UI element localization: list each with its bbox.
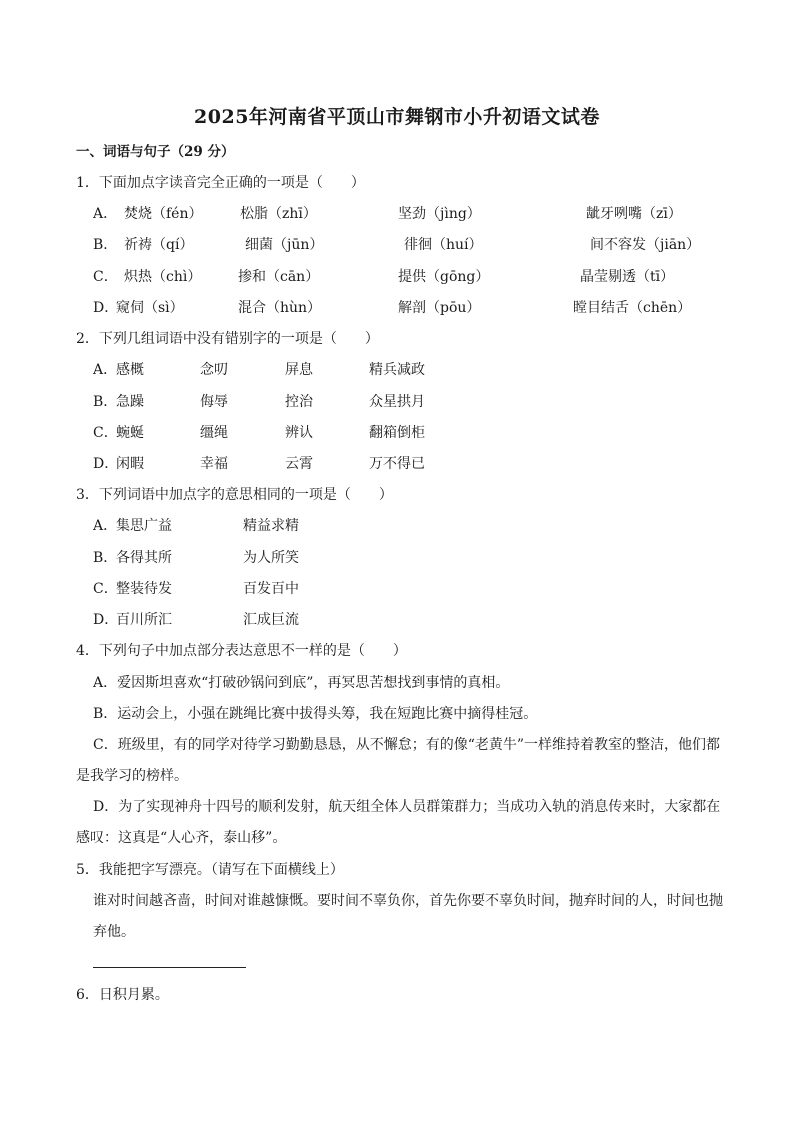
answer-blank-line bbox=[93, 967, 246, 968]
option-item: 间不容发（jiān） bbox=[590, 237, 701, 253]
option-label: A． bbox=[93, 206, 118, 222]
option-item: 云霄 bbox=[285, 456, 313, 472]
option-label: D． bbox=[93, 456, 119, 472]
option-item: 焚烧（fén） bbox=[124, 206, 203, 222]
option-item: 松脂（zhī） bbox=[240, 206, 317, 222]
question-5-passage-line1: 谁对时间越吝啬，时间对谁越慷慨。要时间不辜负你，首先你要不辜负时间，抛弃时间的人，时间也抛 bbox=[93, 893, 723, 909]
option-item: 汇成巨流 bbox=[243, 612, 299, 628]
exam-title: 2025年河南省平顶山市舞钢市小升初语文试卷 bbox=[194, 106, 600, 128]
option-item: 念叨 bbox=[200, 362, 228, 378]
option-item: 精兵减政 bbox=[369, 362, 425, 378]
section-heading: 一、词语与句子（29 分） bbox=[76, 144, 235, 160]
option-item: 缰绳 bbox=[200, 425, 228, 441]
option-item: 龇牙咧嘴（zī） bbox=[586, 206, 682, 222]
option-label: C． bbox=[93, 269, 118, 285]
option-item: 急躁 bbox=[116, 394, 144, 410]
option-item: 晶莹剔透（tī） bbox=[580, 269, 675, 285]
option-item: 整装待发 bbox=[116, 581, 172, 597]
option-label: C． bbox=[93, 581, 118, 597]
question-4-option-d-line1: D．为了实现神舟十四号的顺利发射，航天组全体人员群策群力；当成功入轨的消息传来时，大家都在 bbox=[93, 799, 721, 815]
question-4-option-a: A．爱因斯坦喜欢“打破砂锅问到底”，再冥思苦想找到事情的真相。 bbox=[93, 675, 510, 691]
option-item: 祈祷（qí） bbox=[124, 237, 194, 253]
option-item: 解剖（pōu） bbox=[398, 300, 481, 316]
option-item: 感概 bbox=[116, 362, 144, 378]
option-item: 炽热（chì） bbox=[124, 269, 202, 285]
option-item: 幸福 bbox=[200, 456, 228, 472]
option-item: 辨认 bbox=[285, 425, 313, 441]
option-label: A． bbox=[93, 518, 118, 534]
option-label: D． bbox=[93, 300, 119, 316]
option-item: 控治 bbox=[285, 394, 313, 410]
option-item: 掺和（cān） bbox=[238, 269, 320, 285]
option-item: 集思广益 bbox=[116, 518, 172, 534]
question-3-stem: 3．下列词语中加点字的意思相同的一项是（ ） bbox=[76, 487, 393, 503]
question-2-stem: 2．下列几组词语中没有错别字的一项是（ ） bbox=[76, 331, 379, 347]
option-item: 百发百中 bbox=[243, 581, 299, 597]
option-label: B． bbox=[93, 550, 118, 566]
question-4-option-d-line2: 感叹：这真是“人心齐，泰山移”。 bbox=[76, 830, 287, 846]
question-1-stem: 1．下面加点字读音完全正确的一项是（ ） bbox=[76, 175, 365, 191]
question-4-option-b: B．运动会上，小强在跳绳比赛中拔得头筹，我在短跑比赛中摘得桂冠。 bbox=[93, 706, 538, 722]
option-item: 蜿蜒 bbox=[116, 425, 144, 441]
option-item: 坚劲（jìng） bbox=[398, 206, 481, 222]
option-item: 窥伺（sì） bbox=[116, 300, 184, 316]
option-item: 百川所汇 bbox=[116, 612, 172, 628]
option-item: 提供（gōng） bbox=[398, 269, 490, 285]
option-item: 闲暇 bbox=[116, 456, 144, 472]
option-item: 万不得已 bbox=[369, 456, 425, 472]
option-item: 各得其所 bbox=[116, 550, 172, 566]
question-6-stem: 6．日积月累。 bbox=[76, 987, 169, 1003]
question-5-stem: 5．我能把字写漂亮。（请写在下面横线上） bbox=[76, 862, 344, 878]
option-item: 侮辱 bbox=[200, 394, 228, 410]
question-4-stem: 4．下列句子中加点部分表达意思不一样的是（ ） bbox=[76, 643, 407, 659]
option-item: 众星拱月 bbox=[369, 394, 425, 410]
option-item: 为人所笑 bbox=[243, 550, 299, 566]
question-4-option-c-line1: C．班级里，有的同学对待学习勤勤恳恳，从不懈怠；有的像“老黄牛”一样维持着教室的整洁，他们都 bbox=[93, 737, 721, 753]
option-item: 细菌（jūn） bbox=[245, 237, 324, 253]
option-item: 瞠目结舌（chēn） bbox=[573, 300, 692, 316]
question-4-option-c-line2: 是我学习的榜样。 bbox=[76, 768, 188, 784]
option-label: B． bbox=[93, 237, 118, 253]
option-item: 屏息 bbox=[285, 362, 313, 378]
question-5-passage-line2: 弃他。 bbox=[93, 924, 135, 940]
option-item: 混合（hùn） bbox=[238, 300, 322, 316]
option-label: A． bbox=[93, 362, 118, 378]
option-label: D． bbox=[93, 612, 119, 628]
option-item: 徘徊（huí） bbox=[404, 237, 483, 253]
option-item: 精益求精 bbox=[243, 518, 299, 534]
option-label: B． bbox=[93, 394, 118, 410]
option-item: 翻箱倒柜 bbox=[369, 425, 425, 441]
option-label: C． bbox=[93, 425, 118, 441]
